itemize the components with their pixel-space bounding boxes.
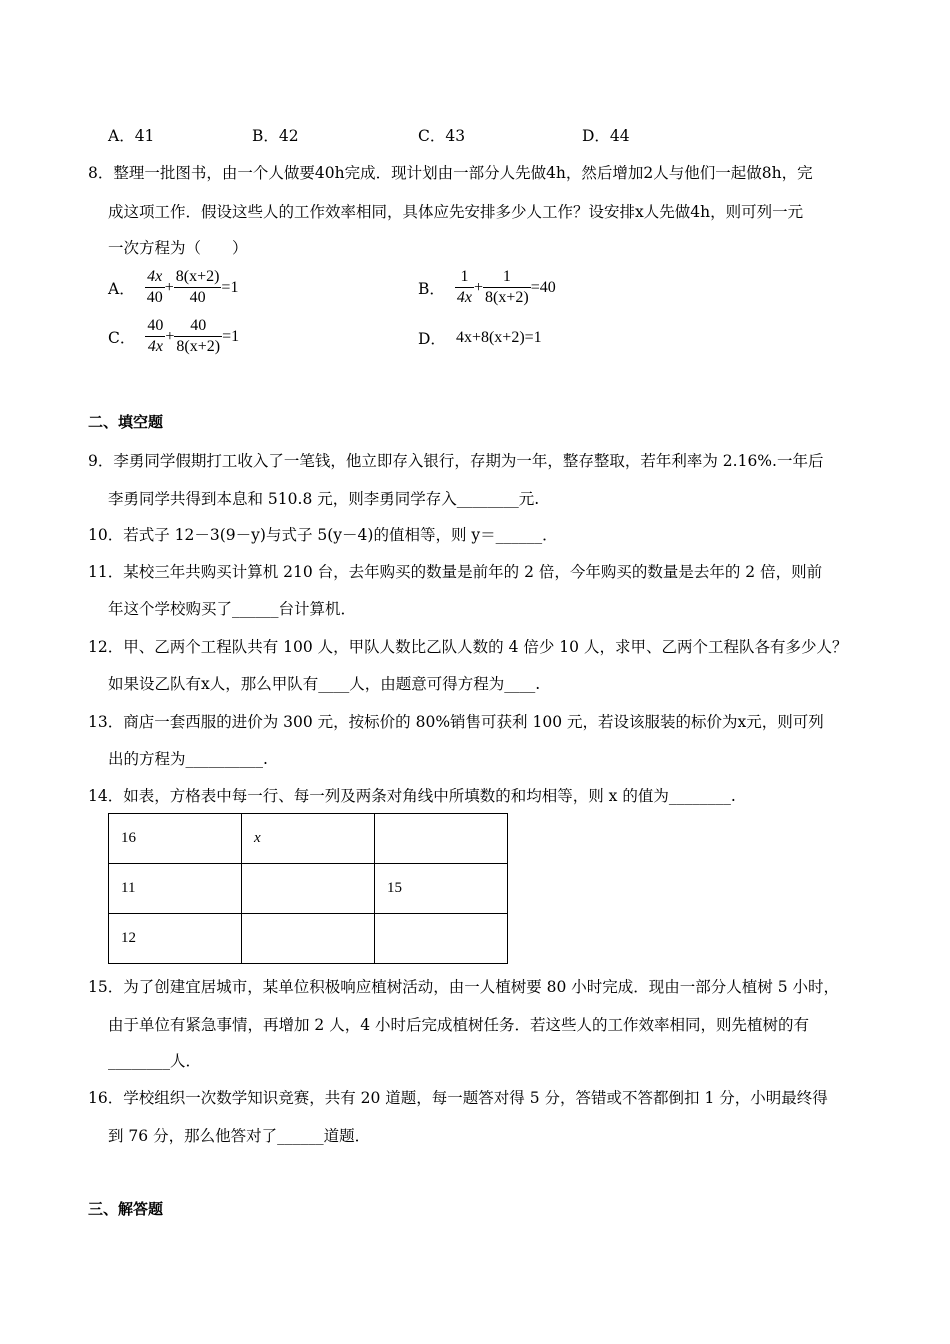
- question-16-line-1: 16．学校组织一次数学知识竞赛，共有 20 道题，每一题答对得 5 分，答错或不答都倒扣 1 分，小明最终得: [88, 1089, 828, 1107]
- question-8-line-2: 成这项工作．假设这些人的工作效率相同，具体应先安排多少人工作？设安排x人先做4h，则可列一元: [108, 203, 804, 221]
- question-12-line-1: 12．甲、乙两个工程队共有 100 人，甲队人数比乙队人数的 4 倍少 10 人，求甲、乙两个工程队各有多少人？: [88, 638, 848, 656]
- magic-square-table: [108, 813, 508, 964]
- table-row: [109, 814, 508, 864]
- table-cell: [242, 914, 375, 964]
- table-row: [109, 914, 508, 964]
- question-15-line-3: ________人．: [108, 1052, 202, 1070]
- question-9-line-2: 李勇同学共得到本息和 510.8 元，则李勇同学存入________元.: [108, 490, 540, 508]
- fraction: $\frac{1}{8(x+2)}$: [485, 268, 529, 307]
- table-cell: [375, 814, 508, 864]
- fraction: $\frac{40}{8(x+2)}$: [176, 317, 221, 356]
- fraction: $\frac{1}{4x}$: [456, 268, 472, 307]
- q8-option-a: A． $\frac{4x}{40}$ + $\frac{8(x+2)}{40}$ =1: [108, 268, 239, 307]
- fraction: $\frac{8(x+2)}{40}$: [175, 268, 220, 307]
- table-cell: [375, 914, 508, 964]
- section-heading-answer: 三、解答题: [88, 1200, 164, 1218]
- option-b: B．42: [252, 127, 299, 145]
- option-d: D．44: [582, 127, 630, 145]
- option-label: A．: [108, 279, 135, 298]
- option-label: B．: [418, 279, 445, 298]
- question-11-line-2: 年这个学校购买了______台计算机．: [108, 600, 357, 618]
- q8-option-c: C． $\frac{40}{4x}$ + $\frac{40}{8(x+2)}$ =1: [108, 317, 240, 356]
- question-15-line-1: 15．为了创建宜居城市，某单位积极响应植树活动，由一人植树要 80 小时完成．现由一部分人植树 5 小时，: [88, 978, 840, 996]
- question-10: 10．若式子 12－3(9－y)与式子 5(y－4)的值相等，则 y＝______．: [88, 526, 558, 544]
- q8-option-d: D． 4x+8(x+2)=1: [418, 329, 542, 348]
- fraction: $\frac{4x}{40}$: [146, 268, 163, 307]
- question-14: 14．如表，方格表中每一行、每一列及两条对角线中所填数的和均相等，则 x 的值为________.: [88, 787, 736, 805]
- question-8-line-1: 8．整理一批图书，由一个人做要40h完成．现计划由一部分人先做4h，然后增加2人与他们一起做8h，完: [88, 164, 813, 182]
- question-8-line-3: 一次方程为（ ）: [108, 239, 248, 257]
- question-13-line-1: 13．商店一套西服的进价为 300 元，按标价的 80%销售可获利 100 元，若设该服装的标价为x元，则可列: [88, 713, 824, 731]
- option-label: C．: [108, 328, 136, 347]
- question-13-line-2: 出的方程为__________.: [108, 750, 268, 768]
- table-cell: 16: [109, 814, 242, 864]
- table-row: [109, 864, 508, 914]
- question-12-line-2: 如果设乙队有x人，那么甲队有____人，由题意可得方程为____.: [108, 675, 541, 693]
- q8-option-b: B． $\frac{1}{4x}$ + $\frac{1}{8(x+2)}$ =40: [418, 268, 556, 307]
- table-cell: [242, 864, 375, 914]
- question-16-line-2: 到 76 分，那么他答对了______道题．: [108, 1127, 371, 1145]
- option-c: C．43: [418, 127, 466, 145]
- option-label: D．: [418, 330, 446, 348]
- table-cell: 15: [375, 864, 508, 914]
- option-a: A．41: [108, 127, 155, 145]
- table-cell: 11: [109, 864, 242, 914]
- question-15-line-2: 由于单位有紧急事情，再增加 2 人，4 小时后完成植树任务．若这些人的工作效率相同，则先植树的有: [108, 1016, 810, 1034]
- question-11-line-1: 11．某校三年共购买计算机 210 台，去年购买的数量是前年的 2 倍，今年购买的数量是去年的 2 倍，则前: [88, 563, 823, 581]
- question-9-line-1: 9．李勇同学假期打工收入了一笔钱，他立即存入银行，存期为一年，整存整取，若年利率为 2.16%.一年后: [88, 452, 824, 470]
- table-cell: 12: [109, 914, 242, 964]
- section-heading-fill-in: 二、填空题: [88, 413, 164, 431]
- fraction: $\frac{40}{4x}$: [147, 317, 164, 356]
- table-cell: x: [242, 814, 375, 864]
